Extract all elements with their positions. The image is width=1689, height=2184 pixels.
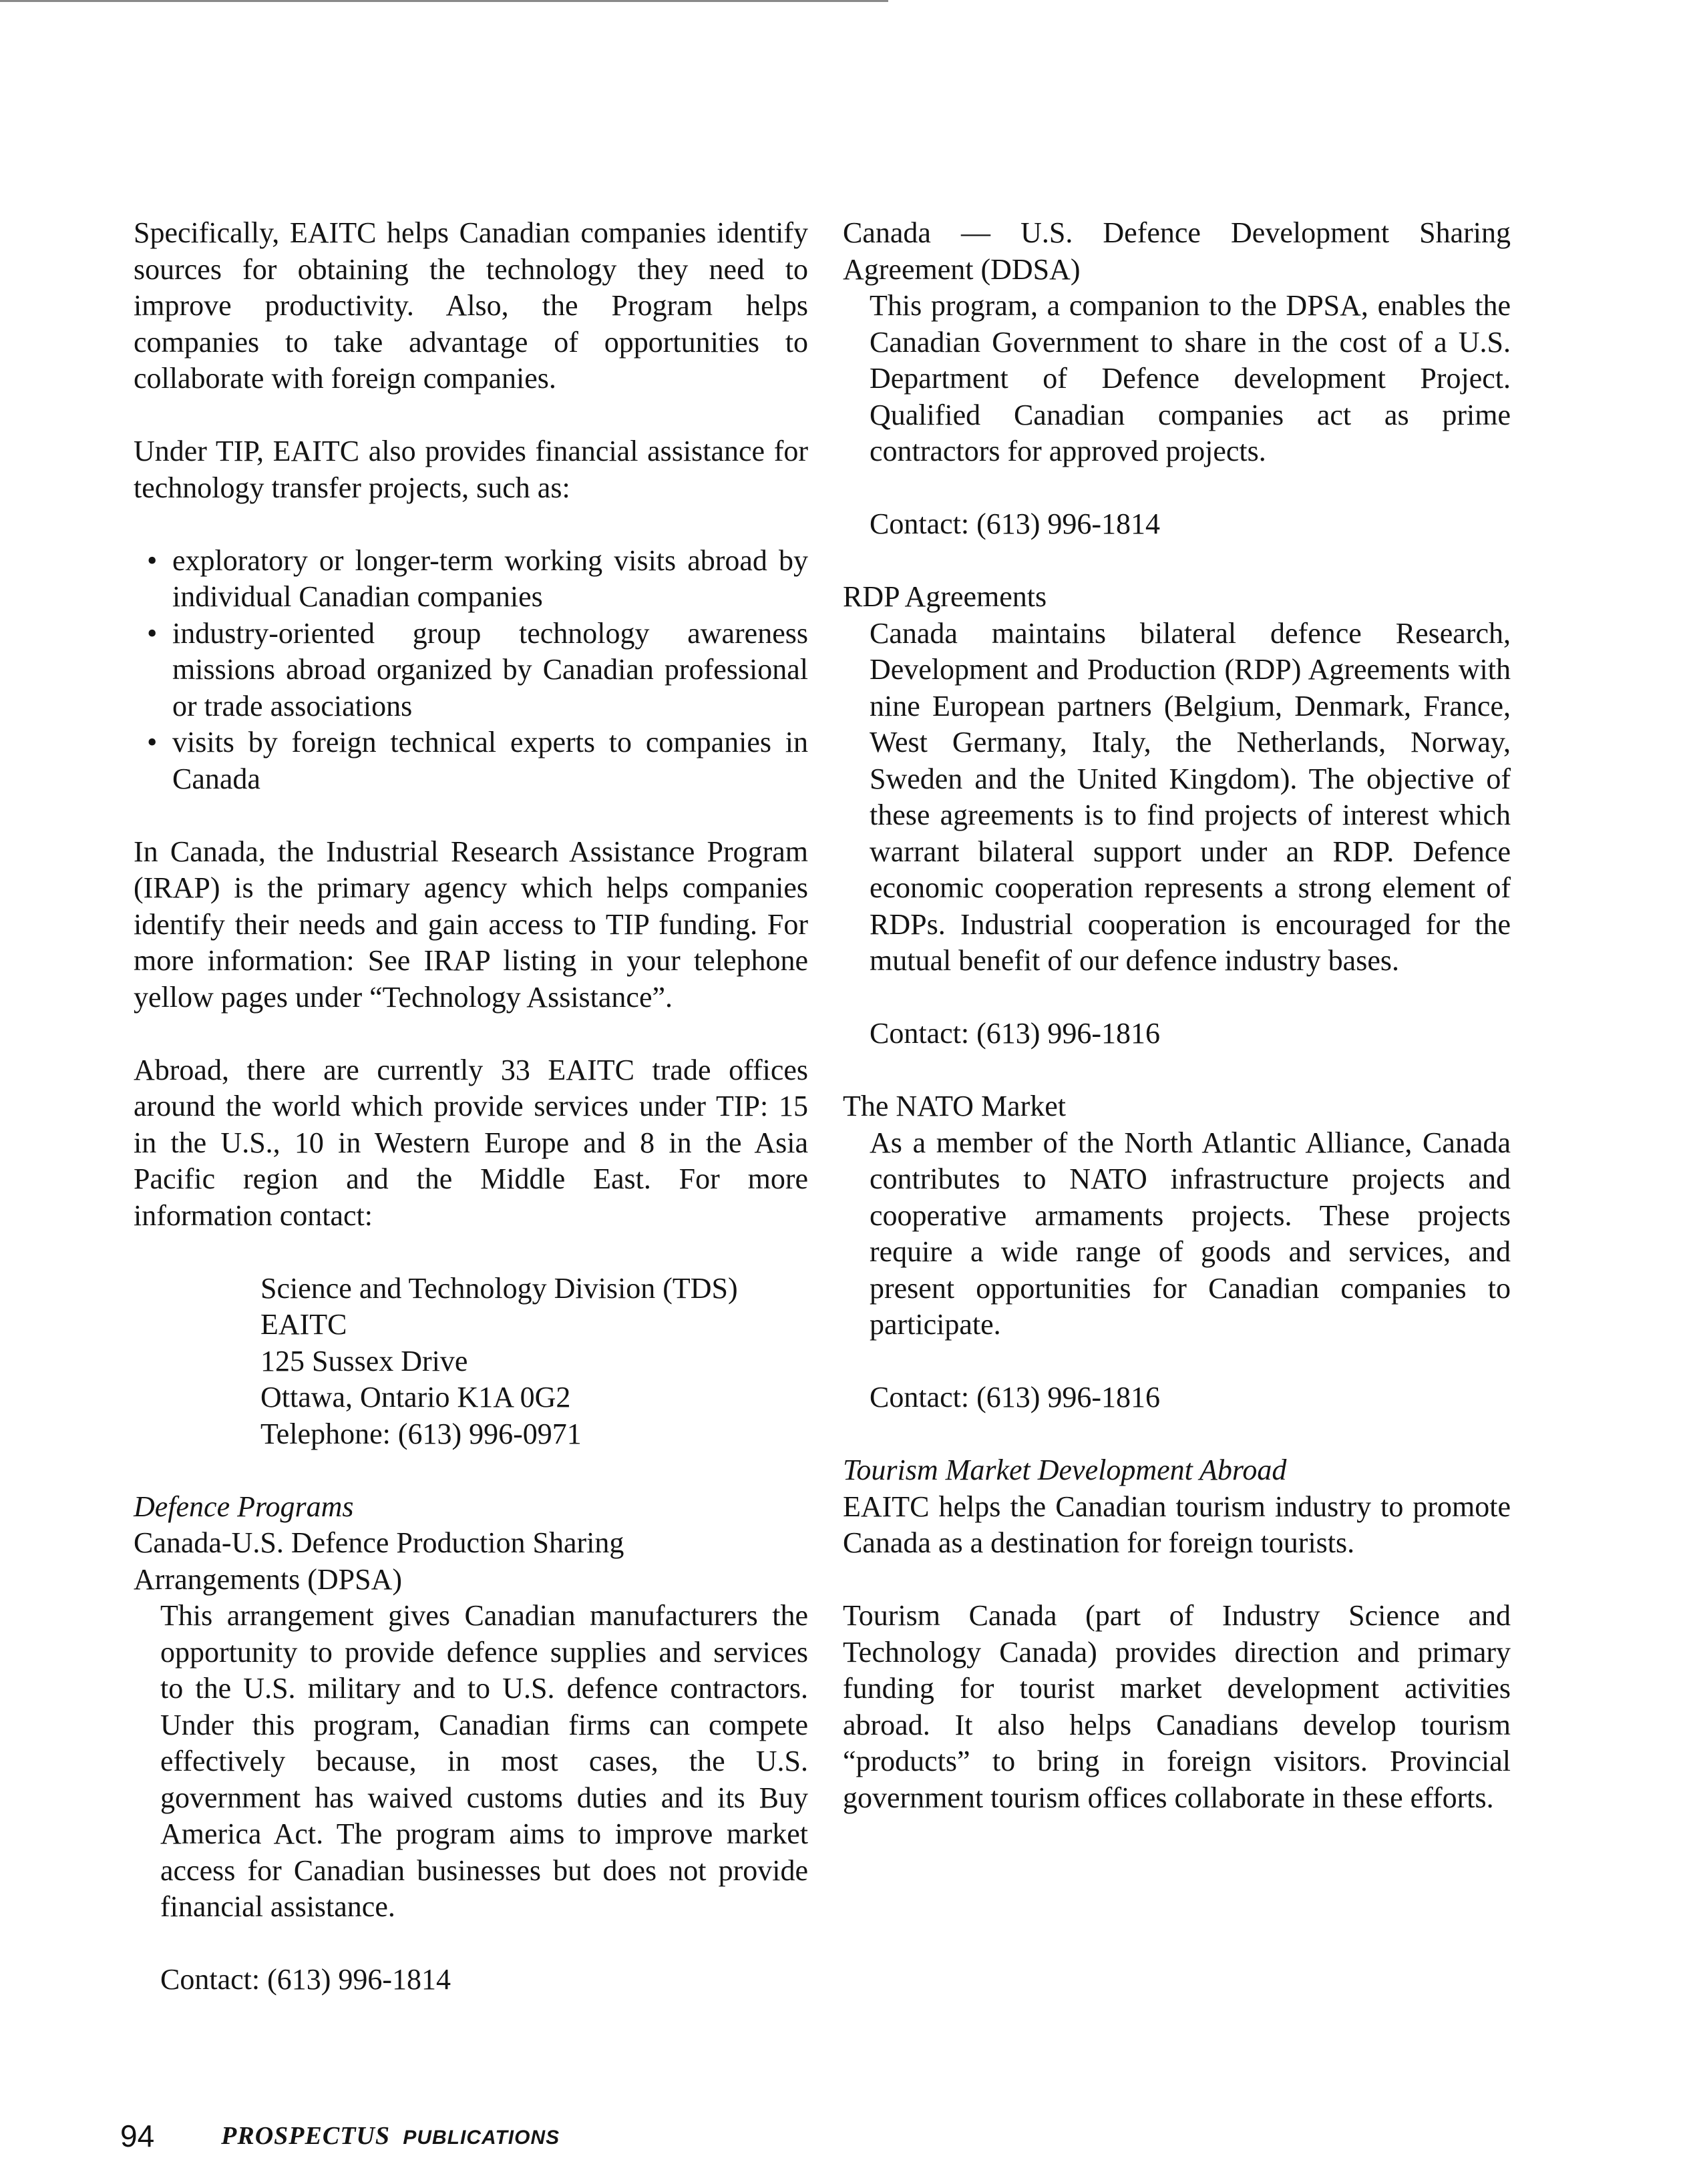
page-number: 94 [120,2119,155,2153]
nato-contact: Contact: (613) 996-1816 [870,1381,1161,1413]
right-column [843,215,1511,1816]
nato-body: As a member of the North Atlantic Alliance, Canada contributes to NATO infrastructure projects and cooperative armaments projects. These projects require a wide range of goods and services, and present opportunities for Canadian companies to participate. [870,1126,1511,1341]
publisher-brand: PROSPECTUS [221,2122,390,2150]
publisher-logo [221,2121,560,2151]
list-item: • visits by foreign technical experts to companies in Canada [172,724,808,797]
list-item: • exploratory or longer-term working visits abroad by individual Canadian companies [172,543,808,616]
contact-address [134,1271,808,1453]
address-line: EAITC [260,1308,347,1341]
dpsa-contact: Contact: (613) 996-1814 [160,1963,451,1996]
address-line: 125 Sussex Drive [260,1344,468,1377]
address-line: Ottawa, Ontario K1A 0G2 [260,1381,571,1413]
paragraph-tourism-canada: Tourism Canada (part of Industry Science and Technology Canada) provides direction and primary funding for tourist market development activities abroad. It also helps Canadians develop tourism “products” to bring in foreign visitors. Provincial government tourism offices collaborate in these efforts. [843,1599,1511,1814]
paragraph-tourism-eaitc: EAITC helps the Canadian tourism industry to promote Canada as a destination for foreign tourists. [843,1490,1511,1559]
page-footer [120,2118,560,2154]
paragraph-eaitc-technology: Specifically, EAITC helps Canadian companies identify sources for obtaining the technology they need to improve productivity. Also, the Program helps companies to take advantage of opportunities to collaborate with foreign companies. [134,216,808,395]
address-line: Telephone: (613) 996-0971 [260,1417,582,1450]
paragraph-trade-offices: Abroad, there are currently 33 EAITC trade offices around the world which provide services under TIP: 15 in the U.S., 10 in Western Europe and 8 in the Asia Pacific region and the Middle East. For more information contact: [134,1053,808,1232]
nato-title: The NATO Market [843,1090,1066,1122]
address-line: Science and Technology Division (TDS) [260,1271,738,1305]
left-column [134,215,808,1998]
dpsa-body: This arrangement gives Canadian manufacturers the opportunity to provide defence supplies and services to the U.S. military and to U.S. defence contractors. Under this program, Canadian firms can compete effectively because, in most cases, the U.S. government has waived customs duties and its Buy America Act. The program aims to improve market access for Canadian businesses but does not provide financial assistance. [160,1599,808,1923]
rdp-title: RDP Agreements [843,580,1047,613]
rdp-body: Canada maintains bilateral defence Research, Development and Production (RDP) Agreements with nine European partners (Belgium, Denmark, France, West Germany, Italy, the Netherlands, Norway, Sweden and the United Kingdom). The objective of these agreements is to find projects of interest which warrant bilateral support under an RDP. Defence economic cooperation represents a strong element of RDPs. Industrial cooperation is encouraged for the mutual benefit of our defence industry bases. [870,616,1511,977]
section-heading-tourism: Tourism Market Development Abroad [843,1454,1287,1486]
publisher-suffix: PUBLICATIONS [403,2127,560,2149]
list-item: • industry-oriented group technology awareness missions abroad organized by Canadian professional or trade associations [172,616,808,725]
dpsa-title-line1: Canada-U.S. Defence Production Sharing [134,1526,624,1559]
ddsa-contact: Contact: (613) 996-1814 [870,507,1161,540]
ddsa-title: Canada — U.S. Defence Development Sharing Agreement (DDSA) [843,216,1511,286]
tip-project-list [134,543,808,798]
paragraph-tip-assistance: Under TIP, EAITC also provides financial assistance for technology transfer projects, such as: [134,435,808,504]
dpsa-title-line2: Arrangements (DPSA) [134,1562,403,1596]
paragraph-irap: In Canada, the Industrial Research Assistance Program (IRAP) is the primary agency which helps companies identify their needs and gain access to TIP funding. For more information: See IRAP listing in your telephone yellow pages under “Technology Assistance”. [134,835,808,1014]
section-heading-defence: Defence Programs [134,1490,354,1523]
top-rule [0,0,888,2]
ddsa-body: This program, a companion to the DPSA, enables the Canadian Government to share in the cost of a U.S. Department of Defence development Project. Qualified Canadian companies act as prime contractors for approved projects. [870,289,1511,467]
rdp-contact: Contact: (613) 996-1816 [870,1017,1161,1050]
